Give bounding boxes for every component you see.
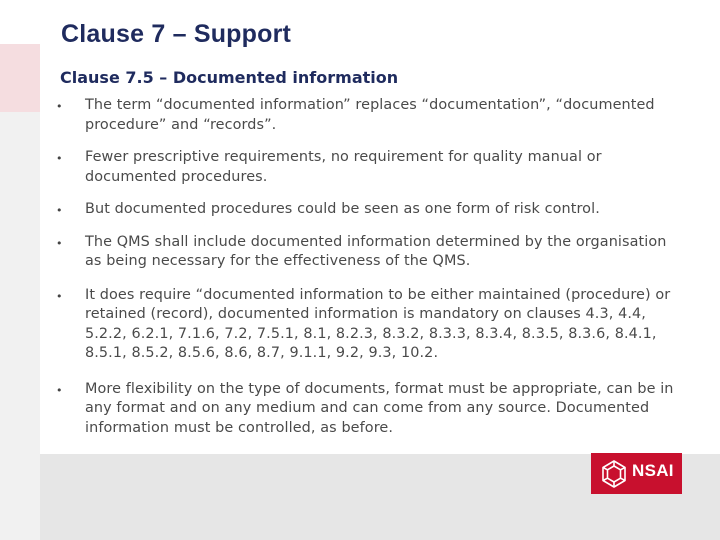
bullet-item [56,286,686,364]
bullet-icon: • [56,204,63,217]
bullet-item [56,96,686,135]
bullet-list [56,96,686,451]
bullet-text: More flexibility on the type of documents, format must be appropriate, can be in any format and on any medium and can come from any source. Documented information must be controlled, as before. [85,380,674,436]
nsai-logo-mark-icon [598,458,630,490]
bullet-item [56,380,686,439]
left-accent-bar [0,44,40,112]
bullet-icon: • [56,289,63,303]
bullet-icon: • [56,152,63,165]
nsai-logo-text: NSAI [632,461,674,480]
bullet-icon: • [56,236,63,250]
bullet-text: But documented procedures could be seen as one form of risk control. [85,201,600,217]
bullet-icon: • [56,383,63,397]
bullet-text: The QMS shall include documented information determined by the organisation as being necessary for the effectiveness of the QMS. [85,233,667,269]
nsai-logo [591,453,682,494]
slide-title: Clause 7 – Support [61,20,292,48]
bullet-item [56,200,686,220]
bullet-item [56,233,686,272]
bullet-text: It does require “documented information to be either maintained (procedure) or retained (record), documented information is mandatory on clauses 4.3, 4.4, 5.2.2, 6.2.1, 7.1.6, 7.2, 7.5.1, 8.1, 8.2.3, 8.3.2, 8.3.3, 8.3.4, 8.3.5, 8.3.6, 8.4.1, 8.5.1, 8.5.2, 8.5.6, 8.6, 8.7, 9.1.1, 9.2, 9.3, 10.2. [85,286,671,361]
slide-subtitle: Clause 7.5 – Documented information [60,68,399,87]
bullet-icon: • [56,100,63,113]
bullet-item [56,148,686,187]
bullet-text: The term “documented information” replaces “documentation”, “documented procedure” and “records”. [85,97,655,133]
bullet-text: Fewer prescriptive requirements, no requirement for quality manual or documented procedures. [85,149,602,185]
